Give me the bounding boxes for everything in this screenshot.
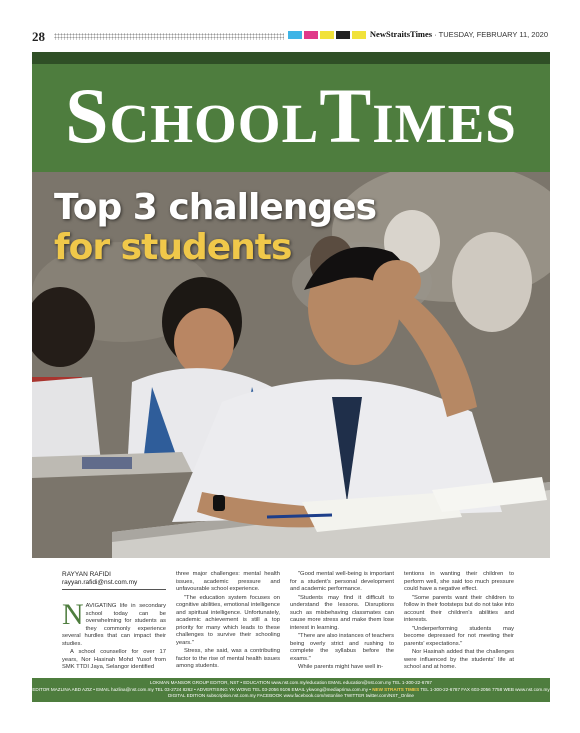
section-title: SchoolTimes [65, 72, 517, 159]
contact-footer-band [32, 678, 550, 702]
swatch-black [336, 31, 350, 39]
byline [62, 571, 166, 590]
byline-email[interactable]: rayyan.rafidi@nst.com.my [62, 579, 138, 586]
headline-line-1: Top 3 challenges [54, 187, 376, 228]
article-column-1 [62, 598, 166, 673]
article-paragraph [62, 598, 166, 648]
article-paragraph: tentions in wanting their children to perform well, she said too much pressure could have a negative effect. [404, 571, 514, 592]
article-paragraph: "The education system focuses on cognitive abilities, emotional intelligence and spiritual intelligence. Unfortunately, academic achievement is still a top priority for many which leads to these challenges to survive their schooling years." [176, 594, 280, 646]
halftone-dot-strip [54, 33, 284, 40]
page-number: 28 [32, 29, 45, 44]
article-paragraph: "Good mental well-being is important for a student's personal development and academic performance. [290, 571, 394, 592]
paper-masthead [370, 29, 548, 39]
lead-photo [32, 172, 550, 558]
byline-rule [62, 589, 166, 590]
article-paragraph: While parents might have well in- [298, 664, 384, 670]
color-registration-swatches [288, 31, 366, 39]
footer-line-3: DIGITAL EDITION subscription.nst.com.my FACEBOOK www.facebook.com/nstonline TWITTER twitter.com/NST_Online [167, 693, 414, 698]
article-paragraph: "Students may find it difficult to understand the lessons. Disruptions such as misbehaving classmates can cause more stress and make them lose interest in learning. [290, 594, 394, 631]
paragraph-text: AVIGATING life in secondary school today can be overwhelming for students as they commonly experience several hurdles that can impact their studies. [62, 603, 166, 647]
header-top-stripe [32, 52, 550, 64]
article-column-2 [176, 571, 280, 672]
article-paragraph: "Underperforming students may become depressed for not meeting their parents' expectations." [404, 625, 514, 647]
article-column-3 [290, 571, 394, 673]
issue-date: · TUESDAY, FEBRUARY 11, 2020 [434, 30, 548, 39]
swatch-magenta [304, 31, 318, 39]
byline-author: RAYYAN RAFIDI [62, 571, 111, 578]
headline-line-2: for students [54, 227, 292, 268]
article-paragraph: A school counsellor for over 17 years, Nor Hasinah Mohd Yusof from SMK TTDI Jaya, Selangor identified [62, 649, 166, 670]
headline [54, 188, 376, 268]
footer-paper-name: NEW STRAITS TIMES [372, 686, 420, 692]
article-paragraph: Nor Hasinah added that the challenges were influenced by the students' life at school and at home. [404, 649, 514, 670]
paper-name: NewStraitsTimes [369, 29, 433, 39]
article-paragraph: "Some parents want their children to follow in their footsteps but do not take into account their children's abilities and interests. [404, 594, 514, 623]
footer-line-1: LOKMAN MANSOR GROUP EDITOR, NST • EDUCATION www.nst.com.my/education EMAIL education@nst.com.my TEL 1-300-22-6787 [150, 680, 432, 685]
footer-line-2-text: EDITOR MAZLINA ABD AZIZ • EMAIL hazlina@nst.com.my TEL 03-2724 8262 • ADVERTISING YK WONG TEL 03-2056 9106 EMAIL ykwong@mediaprima.com.my • [32, 686, 371, 692]
article-column-4 [404, 571, 514, 673]
section-header-band [32, 52, 550, 172]
dropcap: N [62, 598, 84, 631]
article-paragraph: "There are also instances of teachers being overly strict and rushing to complete the syllabus before the exams." [290, 633, 394, 662]
swatch-yellow-2 [352, 31, 366, 39]
article-paragraph: three major challenges: mental health issues, academic pressure and unfavourable school experience. [176, 571, 280, 592]
article-paragraph: Stress, she said, was a contributing factor to the rise of mental health issues among students. [176, 648, 280, 669]
footer-line-2-contact: TEL 1-300-22-6787 FAX 603-2056 7758 WEB www.nst.com.my [420, 686, 550, 692]
swatch-cyan [288, 31, 302, 39]
swatch-yellow [320, 31, 334, 39]
page-top-strip [32, 29, 548, 43]
